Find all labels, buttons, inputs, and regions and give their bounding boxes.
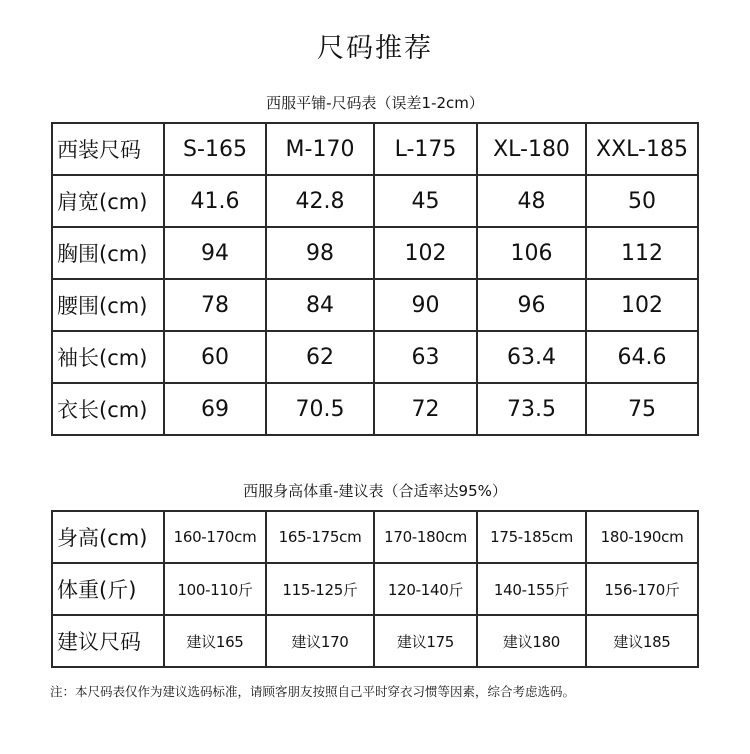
table-cell: 120-140斤: [374, 563, 477, 615]
header-cell: S-165: [164, 123, 266, 175]
table-cell: 64.6: [586, 331, 698, 383]
table-cell: 90: [374, 279, 477, 331]
table-row: [52, 615, 698, 667]
header-cell: XL-180: [477, 123, 586, 175]
table-row: [52, 227, 698, 279]
table-cell: 156-170斤: [586, 563, 698, 615]
table-cell: 165-175cm: [266, 511, 374, 563]
table-cell: 建议185: [586, 615, 698, 667]
table-cell: 60: [164, 331, 266, 383]
row-label: 衣长(cm): [52, 383, 164, 435]
table-cell: 73.5: [477, 383, 586, 435]
row-label: 胸围(cm): [52, 227, 164, 279]
recommend-table-caption: 西服身高体重-建议表（合适率达95%）: [243, 482, 507, 500]
table-cell: 112: [586, 227, 698, 279]
header-cell: L-175: [374, 123, 477, 175]
table-cell: 106: [477, 227, 586, 279]
row-label: 腰围(cm): [52, 279, 164, 331]
table-cell: 102: [374, 227, 477, 279]
row-label: 袖长(cm): [52, 331, 164, 383]
table-cell: 140-155斤: [477, 563, 586, 615]
table-row: [52, 511, 698, 563]
table-cell: 48: [477, 175, 586, 227]
footnote: 注：本尺码表仅作为建议选码标准，请顾客朋友按照自己平时穿衣习惯等因素，综合考虑选码。: [50, 684, 576, 699]
table-cell: 42.8: [266, 175, 374, 227]
table-cell: 170-180cm: [374, 511, 477, 563]
table-cell: 72: [374, 383, 477, 435]
table-cell: 50: [586, 175, 698, 227]
table-cell: 63.4: [477, 331, 586, 383]
header-cell: M-170: [266, 123, 374, 175]
table-cell: 175-185cm: [477, 511, 586, 563]
table-cell: 75: [586, 383, 698, 435]
table-cell: 建议175: [374, 615, 477, 667]
table-cell: 建议165: [164, 615, 266, 667]
row-label: 体重(斤): [52, 563, 164, 615]
row-label: 建议尺码: [52, 615, 164, 667]
row-label: 肩宽(cm): [52, 175, 164, 227]
page-title: 尺码推荐: [317, 33, 433, 64]
size-table: [51, 122, 699, 436]
table-cell: 84: [266, 279, 374, 331]
table-row: [52, 331, 698, 383]
table-cell: 78: [164, 279, 266, 331]
table-cell: 45: [374, 175, 477, 227]
table-row: [52, 383, 698, 435]
table-cell: 96: [477, 279, 586, 331]
table-cell: 建议170: [266, 615, 374, 667]
table-cell: 102: [586, 279, 698, 331]
size-table-caption: 西服平铺-尺码表（误差1-2cm）: [266, 94, 484, 112]
table-cell: 180-190cm: [586, 511, 698, 563]
table-cell: 98: [266, 227, 374, 279]
table-cell: 94: [164, 227, 266, 279]
table-cell: 69: [164, 383, 266, 435]
table-row: [52, 563, 698, 615]
table-cell: 63: [374, 331, 477, 383]
table-cell: 70.5: [266, 383, 374, 435]
table-cell: 41.6: [164, 175, 266, 227]
table-cell: 100-110斤: [164, 563, 266, 615]
table-cell: 建议180: [477, 615, 586, 667]
table-row: [52, 175, 698, 227]
size-table-header-row: [52, 123, 698, 175]
table-cell: 160-170cm: [164, 511, 266, 563]
table-row: [52, 279, 698, 331]
row-label: 身高(cm): [52, 511, 164, 563]
table-cell: 115-125斤: [266, 563, 374, 615]
table-cell: 62: [266, 331, 374, 383]
recommend-table: [51, 510, 699, 668]
header-cell: 西装尺码: [52, 123, 164, 175]
header-cell: XXL-185: [586, 123, 698, 175]
